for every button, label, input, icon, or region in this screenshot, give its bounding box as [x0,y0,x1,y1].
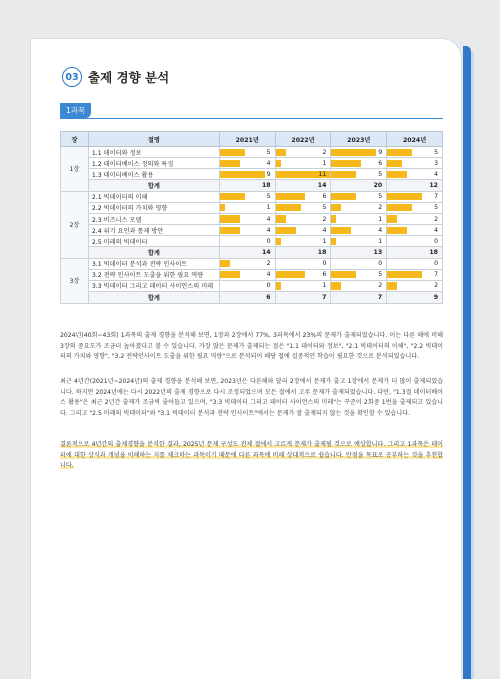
table-row [61,169,443,180]
value-cell [275,202,331,213]
value-bar [276,271,306,278]
value-cell [331,258,387,269]
value-bar [220,271,240,278]
value-number: 5 [266,148,271,156]
value-cell [387,236,443,247]
total-row [61,180,443,192]
value-number: 5 [322,204,327,212]
value-number: 1 [378,215,383,223]
value-number: 6 [322,271,327,279]
value-number: 1 [322,237,327,245]
value-number: 5 [266,193,271,201]
value-bar [331,238,336,245]
value-cell [387,147,443,158]
value-number: 2 [434,282,438,290]
table-row [61,258,443,269]
value-number: 4 [378,226,383,234]
section-name-cell: 3.2 전략 인사이트 도출을 위한 필요 역량 [88,269,219,280]
value-cell [331,213,387,224]
value-bar [276,215,286,222]
conclusion-paragraph [60,440,443,472]
value-number: 5 [378,170,383,178]
table-body [61,147,443,304]
value-bar [387,282,397,289]
value-cell [275,225,331,236]
table-row [61,158,443,169]
subject-tab-label: 1과목 [60,103,91,118]
value-cell [387,202,443,213]
value-cell [331,269,387,280]
value-bar [331,160,361,167]
value-bar [220,193,245,200]
value-cell [219,169,275,180]
value-number: 5 [434,204,438,212]
section-name-cell: 1.2 데이터베이스 정의와 특징 [88,158,219,169]
value-cell [219,202,275,213]
section-name-cell: 2.2 빅데이터의 가치와 영향 [88,202,219,213]
value-number: 2 [266,260,271,268]
total-label: 합계 [88,292,219,304]
section-name-cell: 3.3 빅데이터 그리고 데이터 사이언스의 미래 [88,280,219,291]
value-bar [276,282,281,289]
value-cell [219,213,275,224]
value-number: 7 [434,193,438,201]
value-number: 7 [434,271,438,279]
value-number: 4 [434,170,438,178]
value-cell [387,169,443,180]
value-bar [276,149,286,156]
value-number: 1 [322,282,327,290]
value-number: 1 [378,237,383,245]
value-number: 4 [266,226,271,234]
page-edge-tab [463,46,471,679]
value-bar [331,282,341,289]
total-label: 합계 [88,180,219,192]
table-row [61,191,443,202]
value-number: 2 [322,148,327,156]
value-cell [387,258,443,269]
value-bar [331,171,356,178]
value-cell [219,191,275,202]
value-cell [219,147,275,158]
value-number: 0 [434,237,438,245]
table-header-row [61,132,443,147]
value-cell [331,236,387,247]
value-number: 9 [266,170,271,178]
total-value: 18 [387,247,443,259]
value-cell [331,158,387,169]
table-row [61,236,443,247]
value-cell [219,158,275,169]
value-cell [331,202,387,213]
header-section: 절명 [88,132,219,147]
value-bar [387,149,412,156]
value-cell [387,225,443,236]
table-row [61,280,443,291]
value-number: 2 [378,204,383,212]
value-cell [275,236,331,247]
value-cell [331,280,387,291]
value-cell [331,147,387,158]
value-number: 4 [322,226,327,234]
total-value: 18 [275,247,331,259]
value-cell [275,213,331,224]
total-value: 7 [275,292,331,304]
section-name-cell: 1.1 데이터와 정보 [88,147,219,158]
exam-trend-table [60,131,443,304]
total-value: 14 [275,180,331,192]
value-bar [220,160,240,167]
value-cell [219,280,275,291]
value-cell [275,147,331,158]
table-row [61,213,443,224]
table-row [61,202,443,213]
value-bar [387,227,407,234]
value-bar [387,215,397,222]
analysis-paragraph-4years: 최근 4년간(2021년~2024년)의 출제 경향을 분석해 보면, 2023년은 다른해와 달리 2장에서 문제가 출고 1장에서 문제가 더 많이 출제되었습니다. 하지만 2024년에는 다시 2022년의 출제 경향으로 다시 조정되었으며 모든 절에서 고루 문제가 출제되었습니다. 다만, "1.3절 데이터베이스 활용"은 최근 2년간 출제가 조금씩 줄어들고 있으며, "3.3 빅데이터 그리고 데이터 사이언스의 미래"는 꾸준이 2회중 1번을 출제되고 있습니다. 그리고 "2.5 미래의 빅데이터"와 "3.1 빅데이터 분석과 전략 인사이트"에서는 문제가 잘 출제되지 않는 것을 확인할 수 있습니다. [60,378,443,417]
value-number: 6 [322,193,327,201]
total-label: 합계 [88,247,219,259]
value-cell [387,280,443,291]
value-bar [387,160,402,167]
section-name-cell: 2.4 위기 요인과 통제 방안 [88,225,219,236]
value-cell [219,225,275,236]
section-number-badge: 03 [62,67,82,87]
value-bar [220,204,225,211]
header-year: 2022년 [275,132,331,147]
value-number: 2 [378,282,383,290]
value-cell [275,258,331,269]
section-name-cell: 2.1 빅데이터의 이해 [88,191,219,202]
value-number: 1 [266,204,271,212]
table-row [61,225,443,236]
value-cell [331,169,387,180]
value-bar [387,204,412,211]
value-number: 0 [434,260,438,268]
value-number: 0 [266,237,271,245]
header-year: 2021년 [219,132,275,147]
value-bar [220,260,230,267]
value-number: 1 [322,159,327,167]
value-cell [331,225,387,236]
subject-divider [60,118,443,119]
value-bar [276,227,296,234]
conclusion-highlight: 결론적으로 4년간의 출제경향을 분석한 결과, 2025년 문제 구성도 전체 절에서 고르게 문제가 출제될 것으로 예상합니다. 그리고 1과목은 데이터에 대한 상식과 개념을 이해하는 지를 체크하는 과목이기 때문에 다른 과목에 비해 상대적으로 쉽습니다. 만점을 목표로 공부하는 것을 추천합니다. [60,441,443,470]
value-bar [331,215,336,222]
value-bar [220,149,245,156]
section-name-cell: 2.3 비즈니스 모델 [88,213,219,224]
value-bar [220,215,240,222]
analysis-paragraph-2024: 2024년(40회~43회) 1과목의 출제 경향을 분석해 보면, 1장과 2장에서 77%, 3과목에서 23%의 문제가 출제되었습니다. 이는 다른 해에 비해 3장의 중요도가 조금더 높아졌다고 볼 수 있습니다. 가장 많은 문제가 출제되는 절은 "1.1 데이터와 정보", "2.1 빅데이터의 이해", "2.2 빅데이터의 가치와 영향", "3.2 전략인사이트 도출을 위한 필요 역량"으로 분석되어 해당 절에 집중적인 학습이 필요한 것으로 분석되었습니다. [60,332,443,361]
value-cell [387,213,443,224]
value-number: 5 [434,148,438,156]
value-cell [387,191,443,202]
value-bar [276,193,306,200]
value-number: 0 [266,282,271,290]
value-number: 3 [434,159,438,167]
section-title: 출제 경향 분석 [88,70,170,85]
total-value: 9 [387,292,443,304]
value-cell [331,191,387,202]
section-name-cell: 3.1 빅데이터 분석과 전략 인사이트 [88,258,219,269]
section-name-cell: 2.5 미래의 빅데이터 [88,236,219,247]
value-number: 0 [378,260,383,268]
value-bar [276,238,281,245]
header-year: 2024년 [387,132,443,147]
value-number: 5 [378,193,383,201]
header-chapter: 장 [61,132,89,147]
value-cell [219,258,275,269]
section-name-cell: 1.3 데이터베이스 활용 [88,169,219,180]
value-number: 4 [434,226,438,234]
value-bar [331,204,341,211]
value-number: 9 [378,148,383,156]
value-cell [387,269,443,280]
value-cell [219,269,275,280]
section-heading [62,67,169,87]
value-number: 4 [266,159,271,167]
value-bar [276,204,301,211]
value-number: 5 [378,271,383,279]
value-bar [276,160,281,167]
total-value: 7 [331,292,387,304]
chapter-cell: 2장 [61,191,89,258]
value-bar [331,149,376,156]
value-cell [275,269,331,280]
chapter-cell: 1장 [61,147,89,192]
value-bar [387,171,407,178]
value-bar [331,193,356,200]
value-number: 4 [266,215,271,223]
table-row [61,147,443,158]
total-row [61,292,443,304]
total-value: 6 [219,292,275,304]
value-number: 2 [434,215,438,223]
value-number: 2 [322,215,327,223]
value-bar [387,193,422,200]
chapter-cell: 3장 [61,258,89,303]
value-bar [387,271,422,278]
total-value: 12 [387,180,443,192]
total-value: 20 [331,180,387,192]
value-bar [331,227,351,234]
value-number: 6 [378,159,383,167]
value-cell [275,158,331,169]
table-row [61,269,443,280]
value-cell [275,169,331,180]
total-value: 13 [331,247,387,259]
value-cell [275,191,331,202]
value-bar [220,171,265,178]
total-row [61,247,443,259]
value-number: 11 [318,170,327,178]
value-cell [219,236,275,247]
page-edge-tab-light [471,52,474,679]
value-cell [387,158,443,169]
value-bar [331,271,356,278]
value-number: 4 [266,271,271,279]
value-cell [275,280,331,291]
total-value: 18 [219,180,275,192]
header-year: 2023년 [331,132,387,147]
total-value: 14 [219,247,275,259]
value-bar [220,227,240,234]
value-number: 0 [322,260,327,268]
